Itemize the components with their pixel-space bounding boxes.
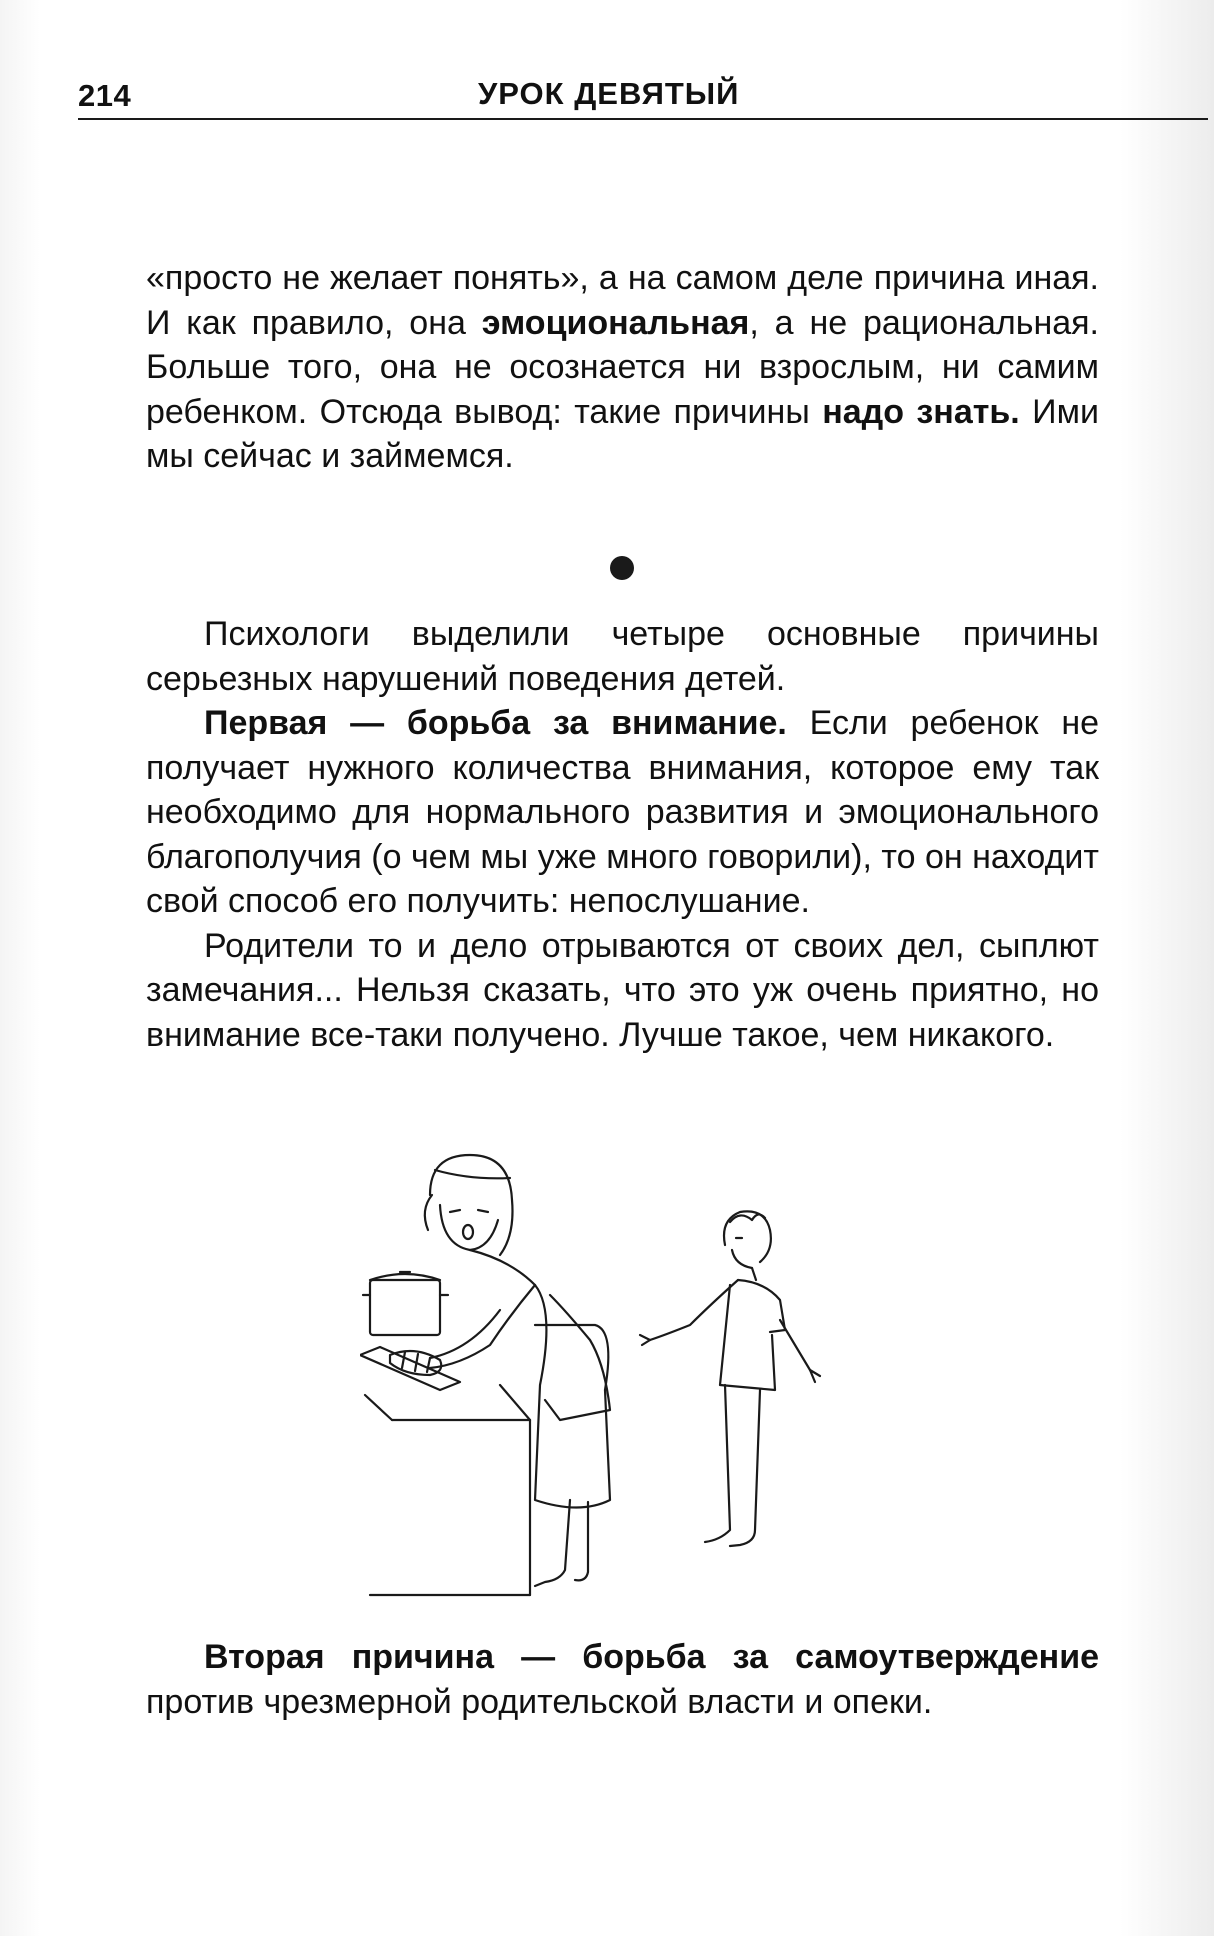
paragraph-second-reason — [146, 1635, 1099, 1724]
paragraph-first-reason — [146, 701, 1099, 924]
header-rule — [78, 118, 1208, 120]
text-block-reasons — [146, 612, 1099, 1057]
text-run: «просто не желает понять», а на самом деле причина иная. И как правило, она — [146, 259, 1099, 342]
heading-second-reason: Вторая причина — борьба за самоутверждение — [204, 1638, 1099, 1676]
emphasis-need-to-know: надо знать. — [822, 392, 1020, 431]
counter-outline — [392, 1420, 530, 1595]
section-divider-dot — [610, 556, 634, 580]
paragraph-continued — [146, 256, 1099, 479]
text-run: Ими мы сейчас и займемся. — [146, 392, 1099, 475]
heading-first-reason: Первая — борьба за внимание. — [204, 704, 787, 742]
chapter-title: УРОК ДЕВЯТЫЙ — [478, 76, 740, 111]
text-run: против чрезмерной родительской власти и опеки. — [146, 1682, 933, 1721]
emphasis-emotional: эмоциональная — [481, 303, 750, 342]
mother-figure — [425, 1155, 610, 1586]
paragraph-four-reasons: Психологи выделили четыре основные причины серьезных нарушений поведения детей. — [146, 615, 1099, 698]
text-block-second-reason — [146, 1635, 1099, 1724]
pot-icon — [363, 1272, 448, 1335]
text-block-intro — [146, 256, 1099, 479]
page-number: 214 — [78, 78, 132, 113]
running-head — [78, 72, 1208, 122]
paragraph-parents: Родители то и дело отрываются от своих дел, сыплют замечания... Нельзя сказать, что это уж очень приятно, но внимание все-таки получено. Лучше такое, чем никакого. — [146, 926, 1099, 1054]
line-drawing — [360, 1150, 880, 1610]
text-run: Если ребенок не получает нужного количества внимания, которое ему так необходимо для нормального развития и эмоционального благополучия (о чем мы уже много говорили), то он находит свой способ его получить: непослушание. — [146, 704, 1100, 920]
text-run: , а не рациональная. Больше того, она не осознается ни взрослым, ни самим ребенком. Отсюда вывод: такие причины — [146, 303, 1099, 431]
child-figure — [640, 1211, 820, 1546]
illustration-mother-and-child — [360, 1150, 880, 1610]
